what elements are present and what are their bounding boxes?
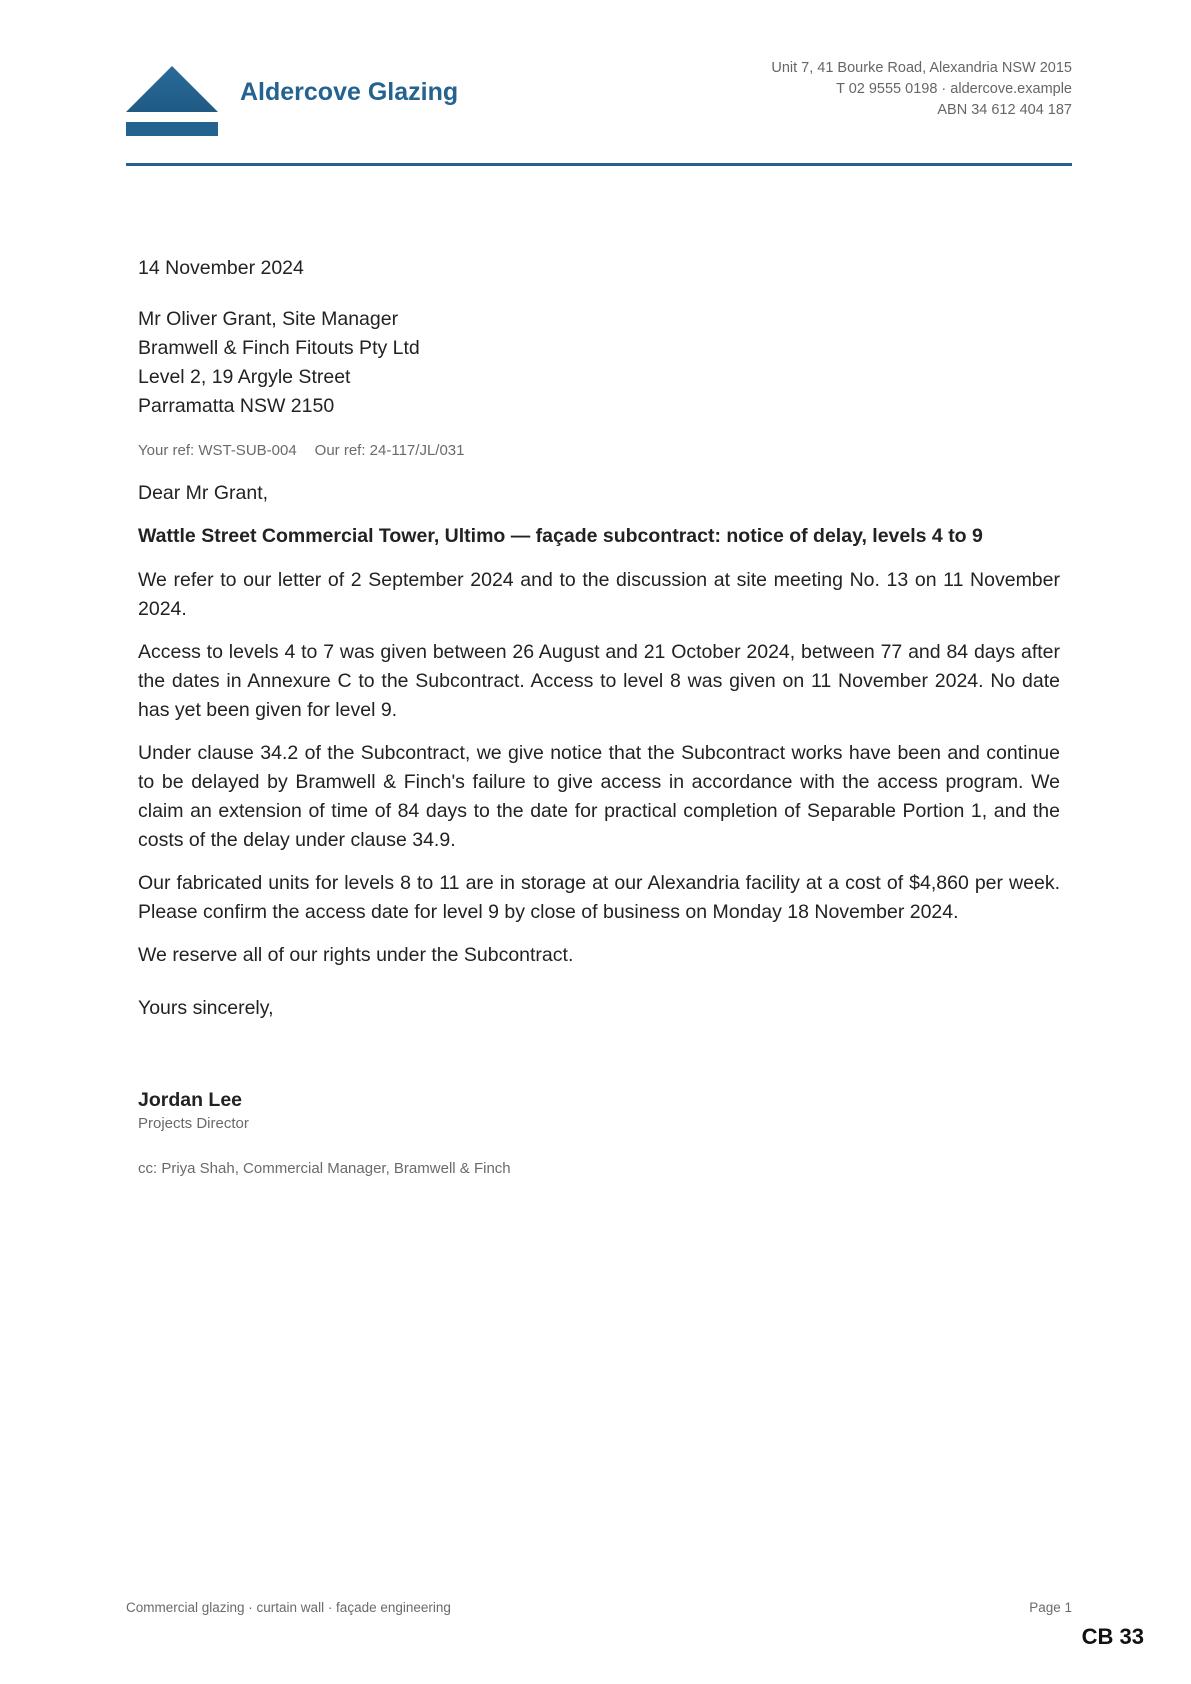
our-reference: Our ref: 24-117/JL/031 bbox=[314, 442, 465, 459]
recipient-address bbox=[138, 305, 1060, 421]
signer-name: Jordan Lee bbox=[138, 1089, 243, 1111]
recipient-line: Parramatta NSW 2150 bbox=[138, 395, 335, 417]
body-paragraph: Access to levels 4 to 7 was given between 26 August and 21 October 2024, between 77 and 84 days after the dates in Annexure C to the Subcontract. Access to level 8 was given on 11 November 2024. No date has yet been given for level 9. bbox=[138, 641, 1060, 721]
your-reference: Your ref: WST-SUB-004 bbox=[138, 442, 297, 459]
header-divider bbox=[126, 163, 1072, 166]
subject-line: Wattle Street Commercial Tower, Ultimo — façade subcontract: notice of delay, levels 4 to 9 bbox=[138, 525, 983, 547]
closing: Yours sincerely, bbox=[138, 997, 274, 1019]
company-address: Unit 7, 41 Bourke Road, Alexandria NSW 2015 bbox=[771, 60, 1072, 76]
company-logo-icon bbox=[126, 66, 218, 138]
company-name: Aldercove Glazing bbox=[240, 78, 459, 106]
company-contact-block bbox=[771, 58, 1072, 121]
body-paragraph: Under clause 34.2 of the Subcontract, we give notice that the Subcontract works have been and continue to be delayed by Bramwell & Finch's failure to give access in accordance with the access program. We claim an extension of time of 84 days to the date for practical completion of Separable Portion 1, and the costs of the delay under clause 34.9. bbox=[138, 742, 1060, 851]
recipient-line: Level 2, 19 Argyle Street bbox=[138, 366, 351, 388]
body-paragraph: We refer to our letter of 2 September 2024 and to the discussion at site meeting No. 13 on 11 November 2024. bbox=[138, 569, 1060, 620]
recipient-line: Mr Oliver Grant, Site Manager bbox=[138, 308, 399, 330]
letter-date: 14 November 2024 bbox=[138, 257, 304, 279]
salutation: Dear Mr Grant, bbox=[138, 482, 269, 504]
letter-body bbox=[138, 254, 1060, 1179]
recipient-line: Bramwell & Finch Fitouts Pty Ltd bbox=[138, 337, 420, 359]
cc-line: cc: Priya Shah, Commercial Manager, Bramwell & Finch bbox=[138, 1160, 511, 1177]
bundle-reference: CB 33 bbox=[1081, 1624, 1144, 1649]
company-phone-web: T 02 9555 0198 · aldercove.example bbox=[836, 81, 1072, 97]
company-abn: ABN 34 612 404 187 bbox=[937, 102, 1072, 118]
body-paragraph: We reserve all of our rights under the Subcontract. bbox=[138, 944, 574, 966]
footer-tagline: Commercial glazing · curtain wall · façade engineering bbox=[126, 1600, 451, 1615]
reference-line bbox=[138, 441, 1060, 461]
body-paragraph: Our fabricated units for levels 8 to 11 are in storage at our Alexandria facility at a cost of $4,860 per week. Please confirm the access date for level 9 by close of business on Monday 18 November 2024. bbox=[138, 872, 1060, 923]
signer-title: Projects Director bbox=[138, 1115, 249, 1132]
page-number: Page 1 bbox=[1029, 1600, 1072, 1615]
